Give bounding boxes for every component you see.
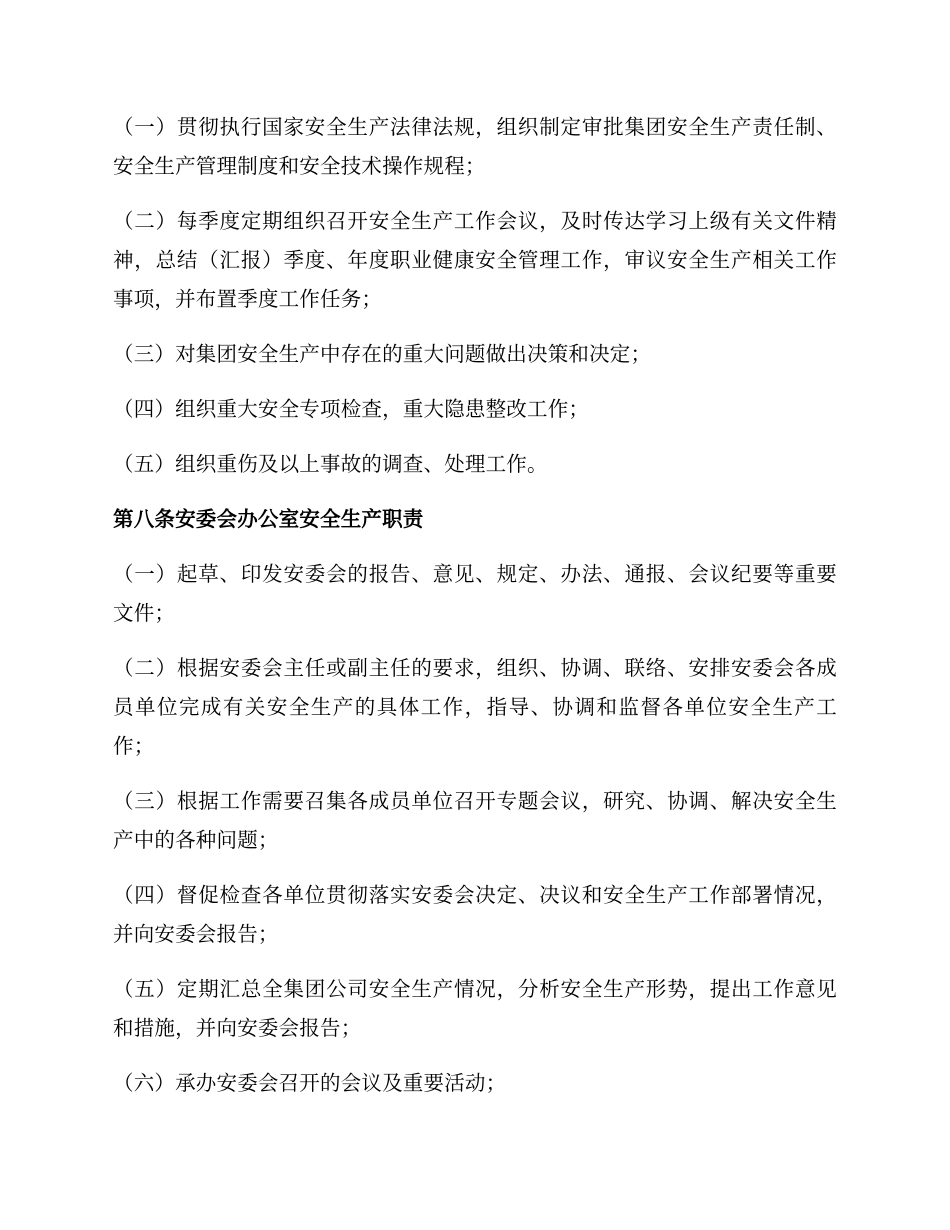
paragraph-a1: （一）贯彻执行国家安全生产法律法规，组织制定审批集团安全生产责任制、安全生产管理制度和安全技术操作规程； (113, 115, 837, 178)
paragraph-b2: （二）根据安委会主任或副主任的要求，组织、协调、联络、安排安委会各成员单位完成有关安全生产的具体工作，指导、协调和监督各单位安全生产工作； (113, 656, 837, 758)
paragraph-a5: （五）组织重伤及以上事故的调查、处理工作。 (113, 452, 548, 476)
document-page (113, 108, 837, 1119)
paragraph-a2: （二）每季度定期组织召开安全生产工作会议，及时传达学习上级有关文件精神，总结（汇报）季度、年度职业健康安全管理工作，审议安全生产相关工作事项，并布置季度工作任务； (113, 209, 837, 311)
paragraph-b1: （一）起草、印发安委会的报告、意见、规定、办法、通报、会议纪要等重要文件； (113, 562, 837, 625)
paragraph-b6: （六）承办安委会召开的会议及重要活动； (113, 1071, 507, 1095)
paragraph-a4: （四）组织重大安全专项检查，重大隐患整改工作； (113, 397, 590, 421)
paragraph-b4: （四）督促检查各单位贯彻落实安委会决定、决议和安全生产工作部署情况，并向安委会报告； (113, 883, 837, 946)
paragraph-a3: （三）对集团安全生产中存在的重大问题做出决策和决定； (113, 342, 652, 366)
article-heading: 第八条安委会办公室安全生产职责 (113, 507, 424, 531)
paragraph-b5: （五）定期汇总全集团公司安全生产情况，分析安全生产形势，提出工作意见和措施，并向安委会报告； (113, 977, 837, 1040)
paragraph-b3: （三）根据工作需要召集各成员单位召开专题会议，研究、协调、解决安全生产中的各种问题； (113, 789, 837, 852)
